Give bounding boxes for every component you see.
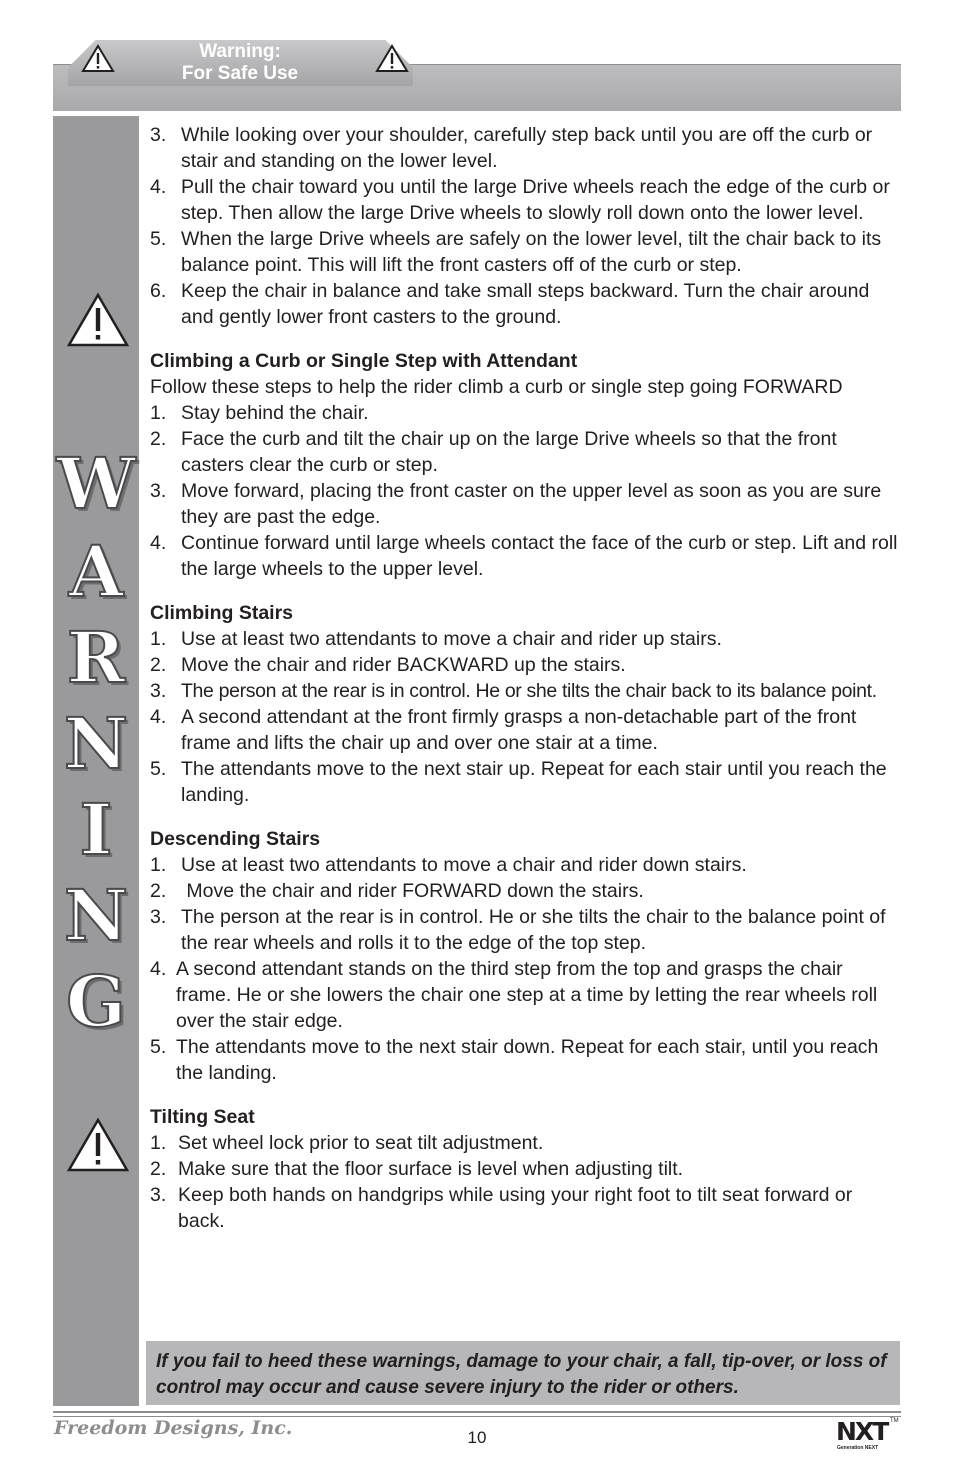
- item-number: 1.: [150, 628, 167, 650]
- item-text: A second attendant stands on the third step from the top and grasps the chair frame. He or she lowers the chair one step at a time by letting the rear wheels roll over the stair edge.: [176, 958, 878, 1032]
- item-text: Move the chair and rider FORWARD down the stairs.: [181, 880, 644, 902]
- warning-triangle-icon: [66, 292, 130, 348]
- section-tilting-seat: [150, 1104, 902, 1234]
- item-number: 4.: [150, 176, 167, 198]
- section-intro: Follow these steps to help the rider climb a curb or single step going FORWARD: [150, 376, 843, 398]
- section-heading: Tilting Seat: [150, 1106, 255, 1128]
- sidebar-letter: W: [56, 442, 136, 525]
- list-item: [150, 904, 902, 956]
- list-item: [150, 1156, 902, 1182]
- sidebar-letter: N: [64, 702, 128, 785]
- section-heading: Descending Stairs: [150, 828, 321, 850]
- item-text: Face the curb and tilt the chair up on the large Drive wheels so that the front casters clear the curb or step.: [181, 428, 837, 476]
- section-heading: Climbing Stairs: [150, 602, 294, 624]
- footer-rule: [53, 1411, 901, 1413]
- item-number: 4.: [150, 958, 167, 980]
- item-text: The person at the rear is in control. He or she tilts the chair to the balance point of the rear wheels and rolls it to the edge of the top step.: [181, 906, 886, 954]
- item-number: 5.: [150, 758, 167, 780]
- list-item: [150, 652, 902, 678]
- list-item: [150, 478, 902, 530]
- item-number: 6.: [150, 280, 167, 302]
- section-climbing-curb: [150, 348, 902, 582]
- page-title: [150, 41, 330, 85]
- item-text: A second attendant at the front firmly grasps a non-detachable part of the front frame and lifts the chair up and over one stair at a time.: [181, 706, 857, 754]
- section-backward-descent: [150, 122, 902, 330]
- item-number: 3.: [150, 1184, 167, 1206]
- list-item: [150, 226, 902, 278]
- item-text: Pull the chair toward you until the large Drive wheels reach the edge of the curb or step. Then allow the large Drive wheels to slowly roll down onto the lower level.: [181, 176, 890, 224]
- warning-callout: If you fail to heed these warnings, damage to your chair, a fall, tip-over, or loss of control may occur and cause severe injury to the rider or others.: [146, 1341, 900, 1405]
- page-number: 10: [467, 1428, 487, 1447]
- warning-triangle-icon: [81, 44, 115, 74]
- sidebar-letter: R: [66, 616, 126, 699]
- warning-triangle-icon: [375, 44, 409, 74]
- list-item: [150, 1130, 902, 1156]
- item-number: 1.: [150, 854, 167, 876]
- item-number: 3.: [150, 906, 167, 928]
- item-text: When the large Drive wheels are safely on the lower level, tilt the chair back to its balance point. This will lift the front casters off of the curb or step.: [181, 228, 882, 276]
- list-item: [150, 878, 902, 904]
- logo-tagline: Generation NEXT: [837, 1445, 879, 1451]
- item-text: The person at the rear is in control. He or she tilts the chair back to its balance point.: [181, 680, 877, 702]
- item-number: 2.: [150, 880, 167, 902]
- item-text: Keep both hands on handgrips while using your right foot to tilt seat forward or back.: [178, 1184, 853, 1232]
- item-number: 2.: [150, 1158, 167, 1180]
- item-number: 5.: [150, 1036, 167, 1058]
- item-text: The attendants move to the next stair up. Repeat for each stair until you reach the landing.: [181, 758, 887, 806]
- list-item: [150, 626, 902, 652]
- item-number: 4.: [150, 532, 167, 554]
- section-descending-stairs: [150, 826, 902, 1086]
- item-number: 2.: [150, 654, 167, 676]
- item-text: Move the chair and rider BACKWARD up the stairs.: [181, 654, 626, 676]
- list-item: [150, 530, 902, 582]
- sidebar-letter: A: [68, 530, 124, 613]
- item-number: 1.: [150, 402, 167, 424]
- item-text: While looking over your shoulder, carefully step back until you are off the curb or stair and standing on the lower level.: [181, 124, 873, 172]
- sidebar-letter: G: [66, 960, 126, 1043]
- sidebar-letter: I: [79, 788, 113, 871]
- nxt-logo: [836, 1418, 900, 1454]
- list-item: [150, 426, 902, 478]
- item-text: Use at least two attendants to move a chair and rider up stairs.: [181, 628, 722, 650]
- item-number: 2.: [150, 428, 167, 450]
- logo-text: NXT: [836, 1417, 888, 1446]
- title-line-2: For Safe Use: [181, 63, 299, 84]
- item-number: 3.: [150, 124, 167, 146]
- item-number: 3.: [150, 480, 167, 502]
- list-item: [150, 122, 902, 174]
- instructions-content: [150, 122, 902, 1252]
- item-text: The attendants move to the next stair down. Repeat for each stair, until you reach the landing.: [176, 1036, 879, 1084]
- title-line-1: Warning:: [199, 41, 281, 62]
- item-text: Use at least two attendants to move a chair and rider down stairs.: [181, 854, 747, 876]
- section-climbing-stairs: [150, 600, 902, 808]
- item-text: Keep the chair in balance and take small steps backward. Turn the chair around and gently lower front casters to the ground.: [181, 280, 870, 328]
- list-item: [150, 704, 902, 756]
- company-name: Freedom Designs, Inc.: [54, 1417, 293, 1439]
- item-number: 4.: [150, 706, 167, 728]
- item-text: Set wheel lock prior to seat tilt adjustment.: [178, 1132, 544, 1154]
- item-number: 3.: [150, 680, 167, 702]
- item-text: Move forward, placing the front caster on the upper level as soon as you are sure they are past the edge.: [181, 480, 882, 528]
- warning-triangle-icon: [66, 1117, 130, 1173]
- list-item: [150, 400, 902, 426]
- item-text: Stay behind the chair.: [181, 402, 369, 424]
- list-item: [150, 956, 902, 1034]
- list-item: [150, 1182, 902, 1234]
- sidebar-letter: N: [64, 874, 128, 957]
- item-number: 5.: [150, 228, 167, 250]
- item-number: 1.: [150, 1132, 167, 1154]
- item-text: Continue forward until large wheels contact the face of the curb or step. Lift and roll the large wheels to the upper level.: [181, 532, 898, 580]
- logo-trademark: TM: [890, 1418, 899, 1424]
- list-item: [150, 278, 902, 330]
- list-item: [150, 678, 902, 704]
- section-heading: Climbing a Curb or Single Step with Attendant: [150, 350, 578, 372]
- list-item: [150, 174, 902, 226]
- list-item: [150, 756, 902, 808]
- list-item: [150, 1034, 902, 1086]
- list-item: [150, 852, 902, 878]
- item-text: Make sure that the floor surface is level when adjusting tilt.: [178, 1158, 684, 1180]
